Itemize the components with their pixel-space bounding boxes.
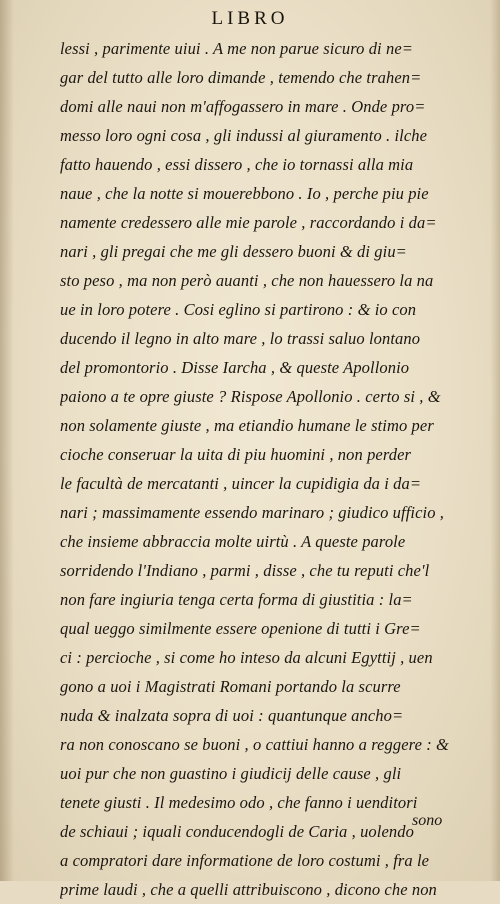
text-line: ra non conoscano se buoni , o cattiui hanno a reggere : & — [60, 735, 449, 754]
text-line: non fare ingiuria tenga certa forma di giustitia : la= — [60, 590, 413, 609]
text-line: nari , gli pregai che me gli dessero buoni & di giu= — [60, 242, 407, 261]
text-line: le facultà de mercatanti , uincer la cupidigia da i da= — [60, 474, 422, 493]
body-text — [60, 34, 490, 904]
text-line: ci : percioche , si come ho inteso da alcuni Egyttij , uen — [60, 648, 433, 667]
text-line: sto peso , ma non però auanti , che non hauessero la na — [60, 271, 434, 290]
text-line: non solamente giuste , ma etiandio humane le stimo per — [60, 416, 434, 435]
text-line: lessi , parimente uiui . A me non parue sicuro di ne= — [60, 39, 413, 58]
text-line: gar del tutto alle loro dimande , temendo che trahen= — [60, 68, 422, 87]
text-line: paiono a te opre giuste ? Rispose Apollonio . certo si , & — [60, 387, 441, 406]
text-line: gono a uoi i Magistrati Romani portando la scurre — [60, 677, 401, 696]
text-line: nari ; massimamente essendo marinaro ; giudico ufficio , — [60, 503, 444, 522]
text-line: domi alle naui non m'affogassero in mare . Onde pro= — [60, 97, 426, 116]
text-line: ue in loro potere . Cosi eglino si partirono : & io con — [60, 300, 417, 319]
text-line: namente credessero alle mie parole , raccordando i da= — [60, 213, 437, 232]
running-head: LIBRO — [211, 8, 289, 29]
text-line: del promontorio . Disse Iarcha , & queste Apollonio — [60, 358, 410, 377]
text-line: nuda & inalzata sopra di uoi : quantunque ancho= — [60, 706, 404, 725]
text-line: tenete giusti . Il medesimo odo , che fanno i uenditori — [60, 793, 418, 812]
text-line: fatto hauendo , essi dissero , che io tornassi alla mia — [60, 155, 414, 174]
text-line: messo loro ogni cosa , gli indussi al giuramento . ilche — [60, 126, 428, 145]
text-line: a compratori dare informatione de loro costumi , fra le — [60, 851, 430, 870]
catchword: sono — [412, 812, 443, 829]
text-line: uoi pur che non guastino i giudicij delle cause , gli — [60, 764, 402, 783]
text-line: ducendo il legno in alto mare , lo trassi saluo lontano — [60, 329, 421, 348]
text-line: qual ueggo similmente essere openione di tutti i Gre= — [60, 619, 421, 638]
text-line: prime laudi , che a quelli attribuiscono , dicono che non — [60, 880, 437, 899]
text-line: de schiaui ; iquali conducendogli de Caria , uolendo — [60, 822, 414, 841]
text-line: sorridendo l'Indiano , parmi , disse , che tu reputi che'l — [60, 561, 430, 580]
text-line: che insieme abbraccia molte uirtù . A queste parole — [60, 532, 406, 551]
text-line: naue , che la notte si mouerebbono . Io , perche piu pie — [60, 184, 429, 203]
text-line: cioche conseruar la uita di piu huomini , non perder — [60, 445, 412, 464]
